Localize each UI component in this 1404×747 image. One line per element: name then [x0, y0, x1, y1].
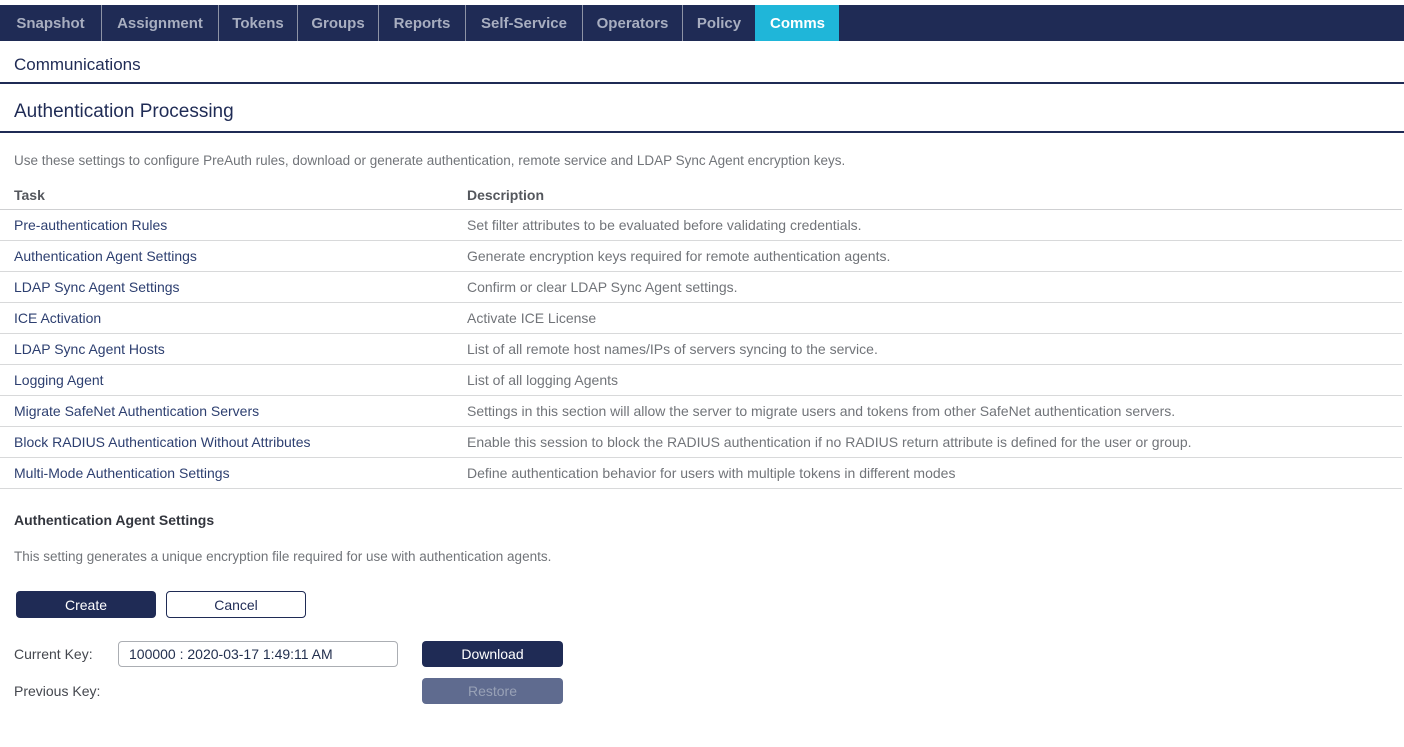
- section-title: Authentication Processing: [0, 84, 1404, 133]
- create-button[interactable]: Create: [16, 591, 156, 618]
- tab-groups[interactable]: Groups: [297, 5, 378, 41]
- agent-settings-title: Authentication Agent Settings: [14, 512, 215, 528]
- task-link-multi-mode-authentication-settings[interactable]: Multi-Mode Authentication Settings: [14, 465, 230, 481]
- task-link-authentication-agent-settings[interactable]: Authentication Agent Settings: [14, 248, 197, 264]
- section-intro-text: Use these settings to configure PreAuth rules, download or generate authentication, remote service and LDAP Sync Agent encryption keys.: [14, 153, 846, 168]
- task-description: Set filter attributes to be evaluated before validating credentials.: [467, 217, 862, 233]
- table-row: [0, 241, 1402, 272]
- table-row: [0, 458, 1402, 489]
- task-description: Generate encryption keys required for remote authentication agents.: [467, 248, 891, 264]
- tab-reports[interactable]: Reports: [378, 5, 465, 41]
- table-row: [0, 427, 1402, 458]
- task-link-migrate-safenet-authentication-servers[interactable]: Migrate SafeNet Authentication Servers: [14, 403, 260, 419]
- table-header-row: [0, 180, 1402, 210]
- task-link-logging-agent[interactable]: Logging Agent: [14, 372, 104, 388]
- task-link-ldap-sync-agent-hosts[interactable]: LDAP Sync Agent Hosts: [14, 341, 165, 357]
- tab-snapshot[interactable]: Snapshot: [16, 14, 85, 32]
- download-button[interactable]: Download: [422, 641, 563, 667]
- column-header-task: Task: [14, 186, 45, 203]
- tab-comms[interactable]: Comms: [755, 5, 839, 41]
- column-header-description: Description: [467, 186, 545, 203]
- agent-settings-actions: [16, 591, 1404, 618]
- current-key-label: Current Key:: [14, 646, 93, 662]
- restore-button[interactable]: Restore: [422, 678, 563, 704]
- tab-self-service[interactable]: Self-Service: [465, 5, 582, 41]
- task-description: Confirm or clear LDAP Sync Agent settings.: [467, 279, 738, 295]
- task-description: Activate ICE License: [467, 310, 597, 326]
- task-description: List of all remote host names/IPs of servers syncing to the service.: [467, 341, 878, 357]
- current-key-field[interactable]: [118, 641, 398, 667]
- page-title: Communications: [0, 41, 1404, 84]
- tab-operators[interactable]: Operators: [582, 5, 682, 41]
- task-link-pre-authentication-rules[interactable]: Pre-authentication Rules: [14, 217, 168, 233]
- table-row: [0, 396, 1402, 427]
- previous-key-label: Previous Key:: [14, 683, 101, 699]
- tab-policy[interactable]: Policy: [682, 5, 755, 41]
- task-description: Enable this session to block the RADIUS authentication if no RADIUS return attribute is defined for the user or group.: [467, 434, 1192, 450]
- previous-key-row: [14, 678, 1404, 704]
- table-row: [0, 210, 1402, 241]
- table-row: [0, 303, 1402, 334]
- top-nav-bar: [0, 5, 1404, 41]
- table-row: [0, 365, 1402, 396]
- agent-settings-description: This setting generates a unique encryption file required for use with authentication agents.: [14, 549, 552, 564]
- tab-tokens[interactable]: Tokens: [218, 5, 297, 41]
- table-row: [0, 334, 1402, 365]
- previous-key-empty: [118, 678, 398, 704]
- task-description: Settings in this section will allow the server to migrate users and tokens from other SafeNet authentication servers.: [467, 403, 1176, 419]
- task-link-ice-activation[interactable]: ICE Activation: [14, 310, 102, 326]
- task-description: Define authentication behavior for users with multiple tokens in different modes: [467, 465, 956, 481]
- task-table: [0, 180, 1402, 489]
- task-description: List of all logging Agents: [467, 372, 618, 388]
- table-row: [0, 272, 1402, 303]
- cancel-button[interactable]: Cancel: [166, 591, 306, 618]
- current-key-row: [14, 641, 1404, 667]
- task-link-block-radius-authentication[interactable]: Block RADIUS Authentication Without Attributes: [14, 434, 311, 450]
- task-link-ldap-sync-agent-settings[interactable]: LDAP Sync Agent Settings: [14, 279, 180, 295]
- tab-assignment[interactable]: Assignment: [101, 5, 218, 41]
